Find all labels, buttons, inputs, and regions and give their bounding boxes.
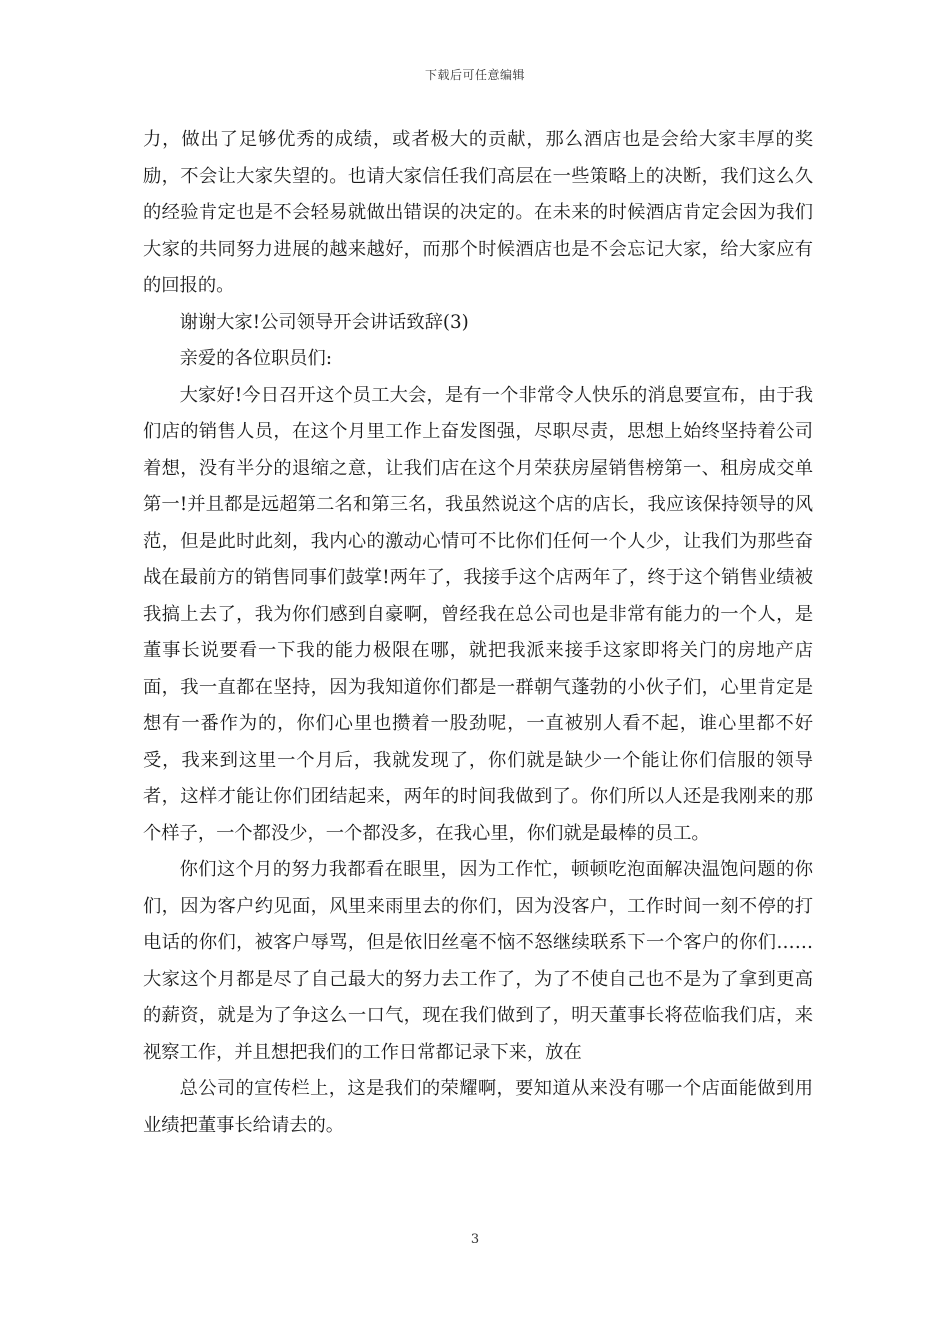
paragraph-speech-body-3: 总公司的宣传栏上，这是我们的荣耀啊，要知道从来没有哪一个店面能做到用业绩把董事长给请去的。 xyxy=(143,1078,813,1136)
page-number: 3 xyxy=(470,1232,480,1247)
document-body xyxy=(143,122,813,1144)
paragraph-thanks-heading: 谢谢大家!公司领导开会讲话致辞(3) xyxy=(179,311,469,333)
paragraph-speech-body-2: 你们这个月的努力我都看在眼里，因为工作忙，顿顿吃泡面解决温饱问题的你们，因为客户约见面，风里来雨里去的你们，因为没客户，工作时间一刻不停的打电话的你们，被客户辱骂，但是依旧丝毫不恼不怒继续联系下一个客户的你们……大家这个月都是尽了自己最大的努力去工作了，为了不使自己也不是为了拿到更高的薪资，就是为了争这么一口气，现在我们做到了，明天董事长将莅临我们店，来视察工作，并且想把我们的工作日常都记录下来，放在 xyxy=(143,859,813,1063)
page-header: 下载后可任意编辑 xyxy=(424,68,525,82)
paragraph-continuation: 力，做出了足够优秀的成绩，或者极大的贡献，那么酒店也是会给大家丰厚的奖励，不会让大家失望的。也请大家信任我们高层在一些策略上的决断，我们这么久的经验肯定也是不会轻易就做出错误的决定的。在未来的时候酒店肯定会因为我们大家的共同努力进展的越来越好，而那个时候酒店也是不会忘记大家，给大家应有的回报的。 xyxy=(143,129,813,296)
paragraph-speech-body-1: 大家好!今日召开这个员工大会，是有一个非常令人快乐的消息要宣布，由于我们店的销售人员，在这个月里工作上奋发图强，尽职尽责，思想上始终坚持着公司着想，没有半分的退缩之意，让我们店在这个月荣获房屋销售榜第一、租房成交单第一!并且都是远超第二名和第三名，我虽然说这个店的店长，我应该保持领导的风范，但是此时此刻，我内心的激动心情可不比你们任何一个人少，让我们为那些奋战在最前方的销售同事们鼓掌!两年了，我接手这个店两年了，终于这个销售业绩被我搞上去了，我为你们感到自豪啊，曾经我在总公司也是非常有能力的一个人，是董事长说要看一下我的能力极限在哪，就把我派来接手这家即将关门的房地产店面，我一直都在坚持，因为我知道你们都是一群朝气蓬勃的小伙子们，心里肯定是想有一番作为的，你们心里也攒着一股劲呢，一直被别人看不起，谁心里都不好受，我来到这里一个月后，我就发现了，你们就是缺少一个能让你们信服的领导者，这样才能让你们团结起来，两年的时间我做到了。你们所以人还是我刚来的那个样子，一个都没少，一个都没多，在我心里，你们就是最棒的员工。 xyxy=(143,384,813,844)
paragraph-salutation: 亲爱的各位职员们: xyxy=(179,348,333,369)
